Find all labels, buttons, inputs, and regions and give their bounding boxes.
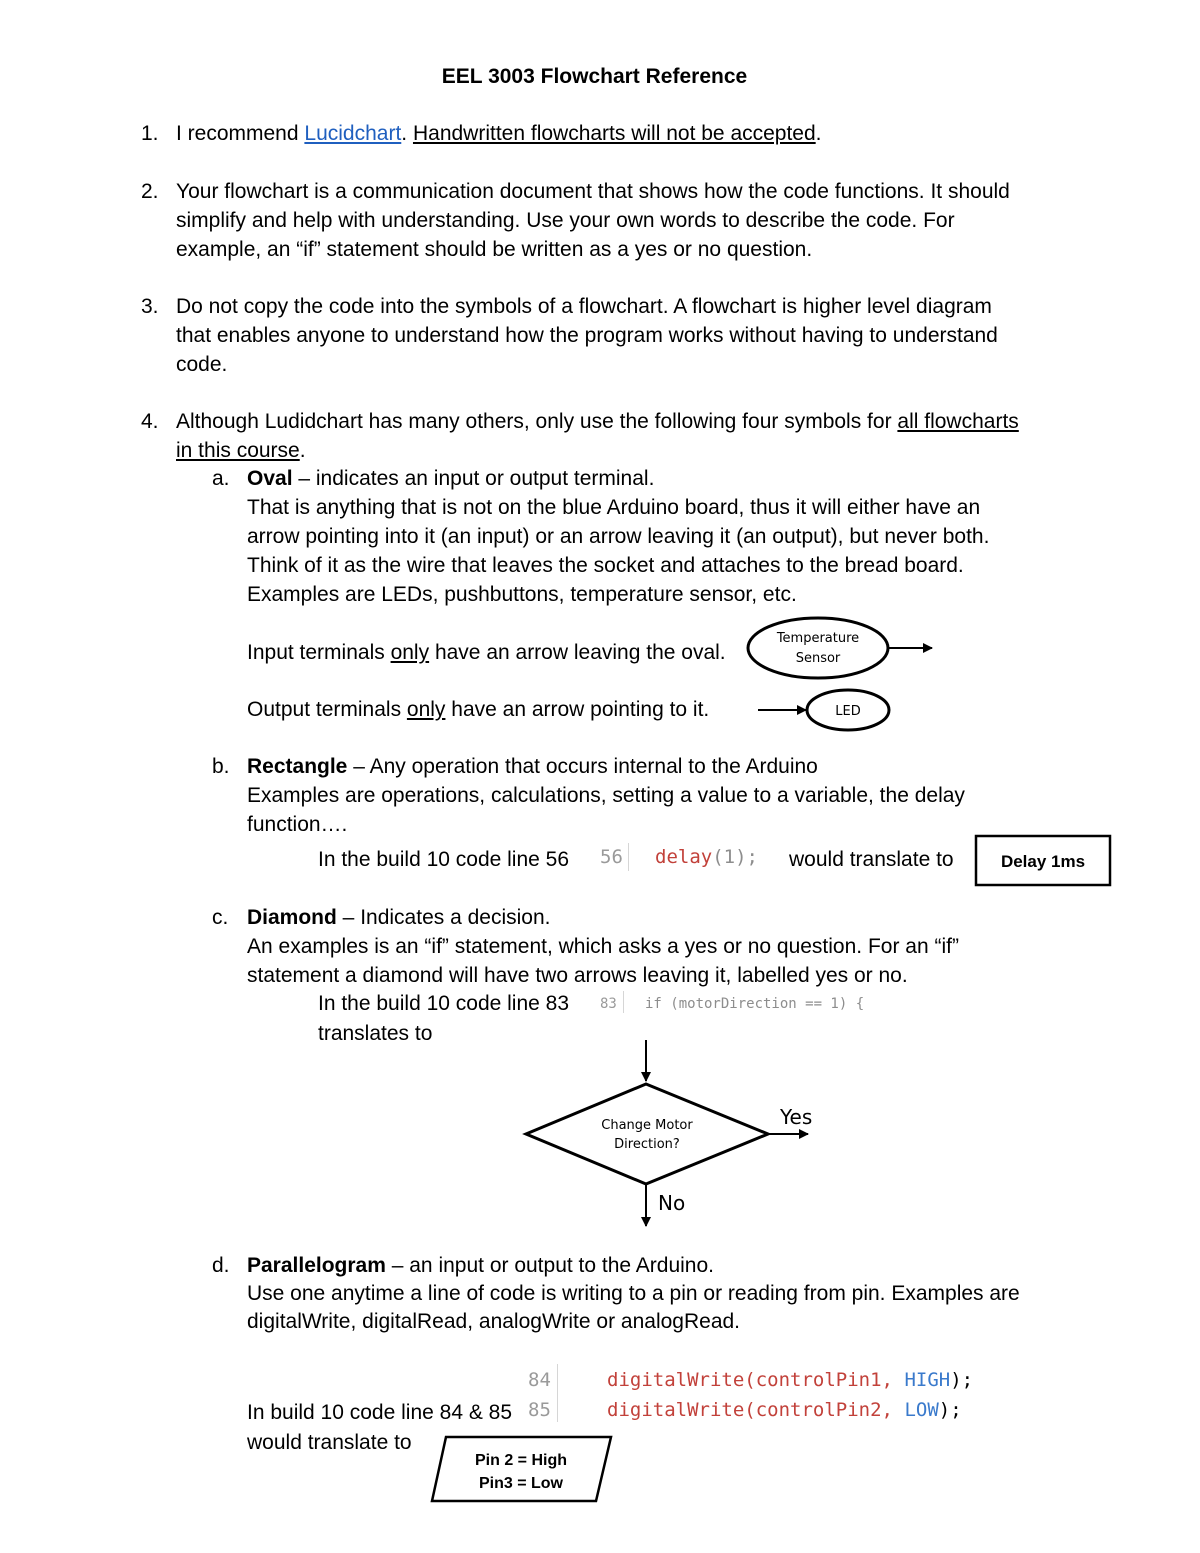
item-3-line: Do not copy the code into the symbols of a flowchart. A flowchart is higher level diagram (176, 295, 992, 318)
decision-diamond (526, 1084, 768, 1184)
code-line-number: 85 (528, 1399, 551, 1421)
code-snippet: digitalWrite(controlPin2, LOW); (607, 1399, 962, 1421)
code-snippet: digitalWrite(controlPin1, HIGH); (607, 1369, 974, 1391)
decision-label-line-2: Direction? (614, 1137, 680, 1152)
item-2-number: 2. (141, 180, 159, 203)
oval-heading: Oval – indicates an input or output terminal. (247, 467, 655, 490)
diamond-build-text: In the build 10 code line 83 (318, 992, 570, 1015)
page-title: EEL 3003 Flowchart Reference (441, 65, 748, 88)
yes-label: Yes (780, 1105, 813, 1129)
oval-line: arrow pointing into it (an input) or an arrow leaving it (an output), but never both. (247, 525, 990, 548)
oval-line: Examples are LEDs, pushbuttons, temperature sensor, etc. (247, 583, 797, 606)
temperature-sensor-oval (748, 618, 888, 678)
code-line-number: 84 (528, 1369, 551, 1391)
oval-letter: a. (212, 467, 230, 490)
code-snippet: if (motorDirection == 1) { (645, 996, 865, 1012)
oval-line: Think of it as the wire that leaves the socket and attaches to the bread board. (247, 554, 964, 577)
decision-label-line-1: Change Motor (601, 1118, 693, 1133)
para-build-text: In build 10 code line 84 & 85 (247, 1401, 513, 1424)
diamond-translates-text: translates to (318, 1022, 433, 1045)
diamond-line: statement a diamond will have two arrows leaving it, labelled yes or no. (247, 964, 908, 987)
item-3-line: that enables anyone to understand how the program works without having to understand (176, 324, 998, 347)
temp-label-line-2: Sensor (795, 651, 841, 666)
item-3-line: code. (176, 353, 228, 376)
diamond-letter: c. (212, 906, 229, 929)
lucidchart-link[interactable]: Lucidchart (304, 122, 402, 145)
delay-rectangle (976, 836, 1110, 885)
oval-line: That is anything that is not on the blue Arduino board, thus it will either have an (247, 496, 981, 519)
item-2-line: example, an “if” statement should be written as a yes or no question. (176, 238, 813, 261)
para-line: Use one anytime a line of code is writing to a pin or reading from pin. Examples are (247, 1282, 1020, 1305)
no-label: No (658, 1191, 686, 1215)
item-1-number: 1. (141, 122, 159, 145)
rect-build-text: In the build 10 code line 56 (318, 848, 570, 871)
diamond-heading: Diamond – Indicates a decision. (247, 906, 551, 929)
item-2-line: Your flowchart is a communication document that shows how the code functions. It should (176, 180, 1010, 203)
rect-letter: b. (212, 755, 230, 778)
code-snippet: delay(1); (655, 846, 758, 868)
delay-box-label: Delay 1ms (1000, 852, 1086, 871)
parallelogram-line-2: Pin3 = Low (478, 1475, 564, 1492)
code-line-number: 56 (600, 846, 623, 868)
input-terminal-text: Input terminals only have an arrow leaving the oval. (247, 641, 726, 664)
para-translate-text: would translate to (247, 1431, 412, 1454)
led-label: LED (835, 704, 861, 719)
rect-heading: Rectangle – Any operation that occurs internal to the Arduino (247, 755, 818, 778)
para-letter: d. (212, 1254, 230, 1277)
item-4-line: in this course. (176, 439, 306, 462)
temp-label-line-1: Temperature (776, 631, 860, 646)
rect-line: function…. (247, 813, 348, 836)
item-1-text: I recommend Lucidchart. Handwritten flowcharts will not be accepted. (176, 122, 822, 145)
item-4-number: 4. (141, 410, 159, 433)
rect-line: Examples are operations, calculations, setting a value to a variable, the delay (247, 784, 965, 807)
led-oval (807, 690, 889, 730)
parallelogram-line-1: Pin 2 = High (474, 1452, 568, 1469)
rect-translate-text: would translate to (789, 848, 954, 871)
output-terminal-text: Output terminals only have an arrow pointing to it. (247, 698, 710, 721)
para-heading: Parallelogram – an input or output to the Arduino. (247, 1254, 714, 1277)
diamond-line: An examples is an “if” statement, which asks a yes or no question. For an “if” (247, 935, 959, 958)
io-parallelogram (432, 1437, 611, 1501)
para-line: digitalWrite, digitalRead, analogWrite or analogRead. (247, 1310, 741, 1333)
item-4-line: Although Ludidchart has many others, only use the following four symbols for all flowcharts (176, 410, 1019, 433)
code-line-number: 83 (600, 996, 617, 1012)
item-2-line: simplify and help with understanding. Use your own words to describe the code. For (176, 209, 955, 232)
item-3-number: 3. (141, 295, 159, 318)
